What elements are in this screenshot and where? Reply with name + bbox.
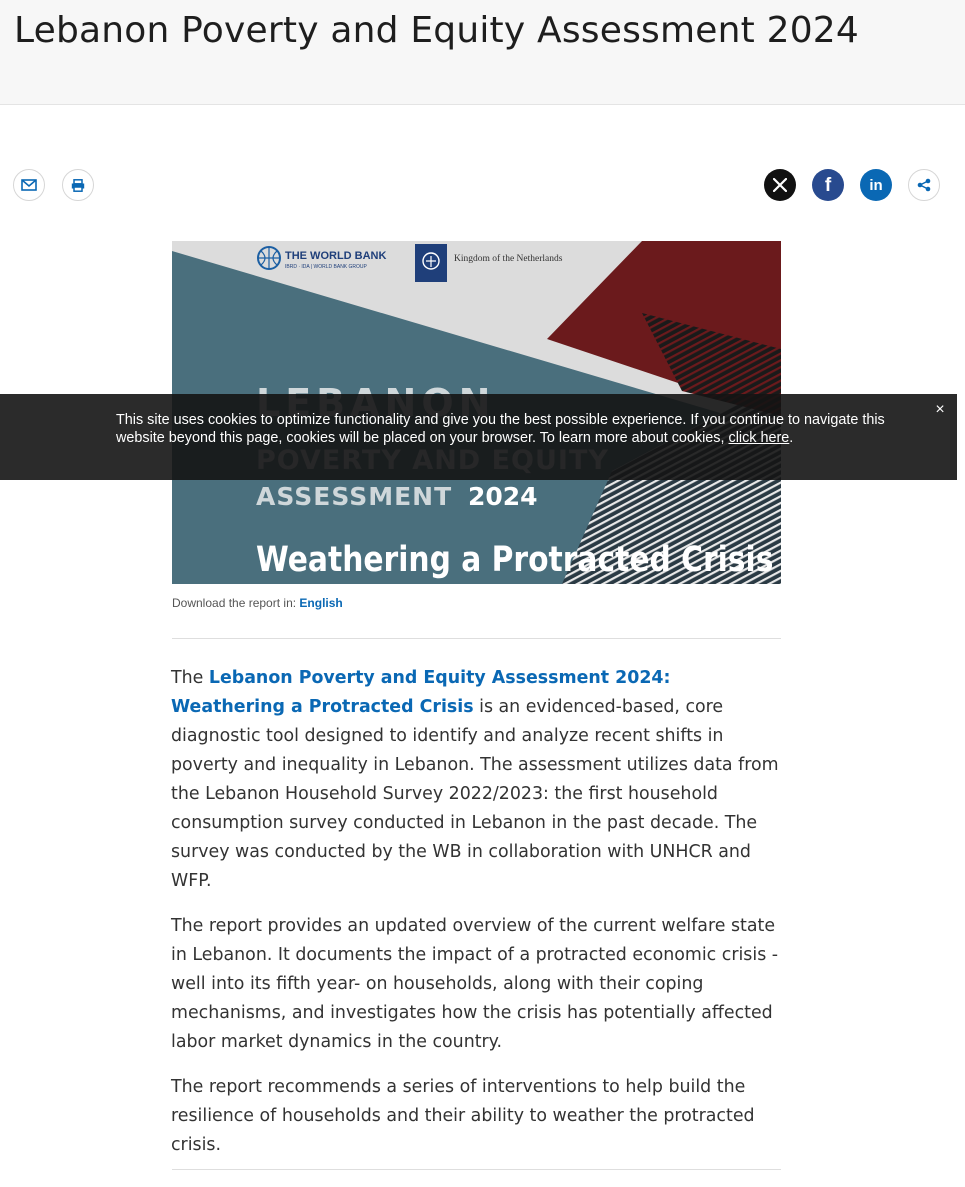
partner-logo-text: Kingdom of the Netherlands bbox=[454, 254, 563, 264]
envelope-icon bbox=[21, 179, 37, 191]
article-body bbox=[171, 664, 781, 1176]
download-english-link[interactable]: English bbox=[299, 596, 343, 610]
paragraph-2: The report provides an updated overview of the current welfare state in Lebanon. It documents the impact of a protracted economic crisis -well into its fifth year- on households, along with their coping mechanisms, and investigates how the crisis has potentially affected labor market dynamics in the country. bbox=[171, 916, 779, 1052]
page-title: Lebanon Poverty and Equity Assessment 2024 bbox=[14, 10, 860, 51]
cookie-message: This site uses cookies to optimize functionality and give you the best possible experience. If you continue to navigate this website beyond this page, cookies will be placed on your browser. To learn more about cookies, click here. bbox=[116, 412, 885, 446]
divider-bottom bbox=[172, 1169, 781, 1170]
cookie-close-button[interactable]: × bbox=[935, 401, 945, 418]
cover-subtitle: Weathering a Protracted Crisis bbox=[256, 538, 774, 580]
world-bank-logo-text: THE WORLD BANK bbox=[285, 250, 387, 262]
divider-top bbox=[172, 638, 781, 639]
cover-title-line-3a: ASSESSMENT bbox=[256, 482, 453, 511]
paragraph-3: The report recommends a series of interventions to help build the resilience of households and their ability to weather the protracted crisis. bbox=[171, 1077, 755, 1155]
printer-icon bbox=[71, 179, 85, 192]
share-x-button[interactable] bbox=[764, 169, 796, 201]
facebook-icon: f bbox=[824, 174, 832, 196]
paragraph-1: The Lebanon Poverty and Equity Assessment 2024: Weathering a Protracted Crisis is an evidenced-based, core diagnostic tool designed to identify and analyze recent shifts in poverty and inequality in Lebanon. The assessment utilizes data from the Lebanon Household Survey 2022/2023: the first household consumption survey conducted in Lebanon in the past decade. The survey was conducted by the WB in collaboration with UNHCR and WFP. bbox=[171, 668, 779, 891]
download-label: Download the report in: bbox=[172, 596, 297, 610]
world-bank-logo-subtext: IBRD · IDA | WORLD BANK GROUP bbox=[285, 264, 367, 270]
linkedin-icon: in bbox=[869, 176, 883, 194]
share-icon bbox=[917, 178, 931, 192]
share-more-button[interactable] bbox=[908, 169, 940, 201]
cookie-banner bbox=[0, 394, 957, 480]
share-linkedin-button[interactable] bbox=[860, 169, 892, 201]
cookie-learn-more-link[interactable]: click here bbox=[728, 430, 790, 446]
report-title-link[interactable]: Lebanon Poverty and Equity Assessment 2024: Weathering a Protracted Crisis bbox=[171, 668, 671, 717]
cover-title-year: 2024 bbox=[468, 482, 538, 511]
print-button[interactable] bbox=[62, 169, 94, 201]
title-band bbox=[0, 0, 965, 105]
x-logo-icon bbox=[773, 178, 787, 192]
download-caption bbox=[172, 596, 343, 610]
email-button[interactable] bbox=[13, 169, 45, 201]
share-facebook-button[interactable] bbox=[812, 169, 844, 201]
